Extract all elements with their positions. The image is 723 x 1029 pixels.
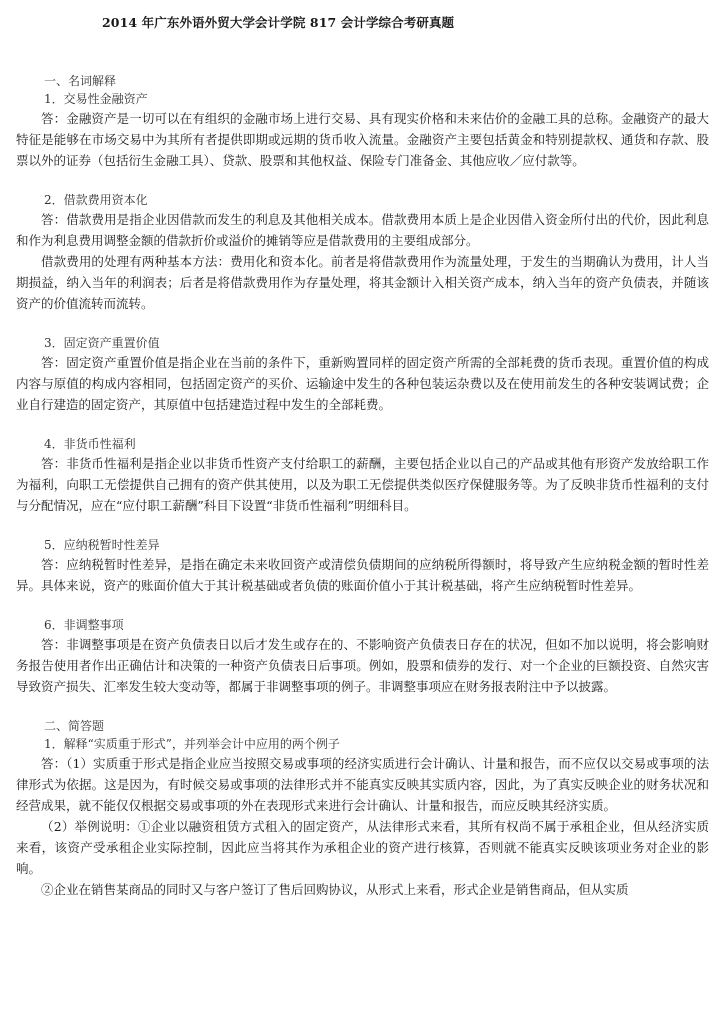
term-heading: 4．非货币性福利	[44, 437, 136, 451]
term-heading: 3．固定资产重置价值	[44, 336, 160, 350]
term-item-5	[16, 536, 709, 596]
question-heading: 1．解释“实质重于形式”，并列举会计中应用的两个例子	[44, 737, 340, 751]
answer-paragraph: ②企业在销售某商品的同时又与客户签订了售后回购协议，从形式上来看，形式企业是销售商品，但从实质	[41, 882, 629, 897]
answer-paragraph: 答：非调整事项是在资产负债表日以后才发生或存在的、不影响资产负债表日存在的状况，但如不加以说明，将会影响财务报告使用者作出正确估计和决策的一种资产负债表日后事项。例如，股票和债券的发行、对一个企业的巨额投资、自然灾害导致资产损失、汇率发生较大变动等，都属于非调整事项的例子。非调整事项应在财务报表附注中予以披露。	[16, 637, 709, 694]
term-item-1	[16, 90, 709, 171]
answer-paragraph: 答：非货币性福利是指企业以非货币性资产支付给职工的薪酬，主要包括企业以自己的产品或其他有形资产发放给职工作为福利，向职工无偿提供自己拥有的资产供其使用，以及为职工无偿提供类似医疗保健服务等。为了反映非货币性福利的支付与分配情况，应在“应付职工薪酬”科目下设置“非货币性福利”明细科目。	[16, 456, 709, 513]
term-heading: 2．借款费用资本化	[44, 193, 148, 207]
term-item-6	[16, 616, 709, 697]
section-heading-short-answer: 二、简答题	[44, 719, 105, 733]
answer-paragraph: 答：金融资产是一切可以在有组织的金融市场上进行交易、具有现实价格和未来估价的金融工具的总称。金融资产的最大特征是能够在市场交易中为其所有者提供即期或远期的货币收入流量。金融资产主要包括黄金和特别提款权、通货和存款、股票以外的证券（包括衍生金融工具）、贷款、股票和其他权益、保险专门准备金、其他应收／应付款等。	[16, 111, 709, 168]
term-item-2	[16, 191, 709, 314]
document-title: 2014 年广东外语外贸大学会计学院 817 会计学综合考研真题	[102, 15, 455, 30]
answer-paragraph: 借款费用的处理有两种基本方法：费用化和资本化。前者是将借款费用作为流量处理，于发生的当期确认为费用，计人当期损益，纳入当年的利润表；后者是将借款费用作为存量处理，将其金额计入相关资产成本，纳入当年的资产负债表，并随该资产的价值流转而流转。	[16, 254, 709, 311]
term-heading: 5．应纳税暂时性差异	[44, 538, 160, 552]
term-heading: 6．非调整事项	[44, 618, 124, 632]
answer-paragraph: 答：应纳税暂时性差异，是指在确定未来收回资产或清偿负债期间的应纳税所得额时，将导致产生应纳税金额的暂时性差异。具体来说，资产的账面价值大于其计税基础或者负债的账面价值小于其计税基础，将产生应纳税暂时性差异。	[16, 557, 709, 593]
term-item-3	[16, 334, 709, 415]
term-heading: 1．交易性金融资产	[44, 92, 148, 106]
term-item-4	[16, 435, 709, 516]
answer-paragraph: （2）举例说明：①企业以融资租赁方式租入的固定资产，从法律形式来看，其所有权尚不属于承租企业，但从经济实质来看，该资产受承租企业实际控制，因此应当将其作为承租企业的资产进行核算，否则就不能真实反映该项业务对企业的影响。	[16, 819, 709, 876]
answer-paragraph: 答：固定资产重置价值是指企业在当前的条件下，重新购置同样的固定资产所需的全部耗费的货币表现。重置价值的构成内容与原值的构成内容相同，包括固定资产的买价、运输途中发生的各种包装运杂费以及在使用前发生的各种安装调试费；企业自行建造的固定资产，其原值中包括建造过程中发生的全部耗费。	[16, 355, 709, 412]
answer-paragraph: 答：借款费用是指企业因借款而发生的利息及其他相关成本。借款费用本质上是企业因借入资金所付出的代价，因此利息和作为利息费用调整金额的借款折价或溢价的摊销等应是借款费用的主要组成部分。	[16, 212, 709, 248]
answer-paragraph: 答：（1）实质重于形式是指企业应当按照交易或事项的经济实质进行会计确认、计量和报告，而不应仅以交易或事项的法律形式为依据。这是因为，有时候交易或事项的法律形式并不能真实反映其实质内容，因此，为了真实反映企业的财务状况和经营成果，就不能仅仅根据交易或事项的外在表现形式来进行会计确认、计量和报告，而应反映其经济实质。	[16, 756, 709, 813]
question-item-1	[16, 735, 709, 900]
section-heading-terms: 一、名词解释	[44, 74, 117, 88]
